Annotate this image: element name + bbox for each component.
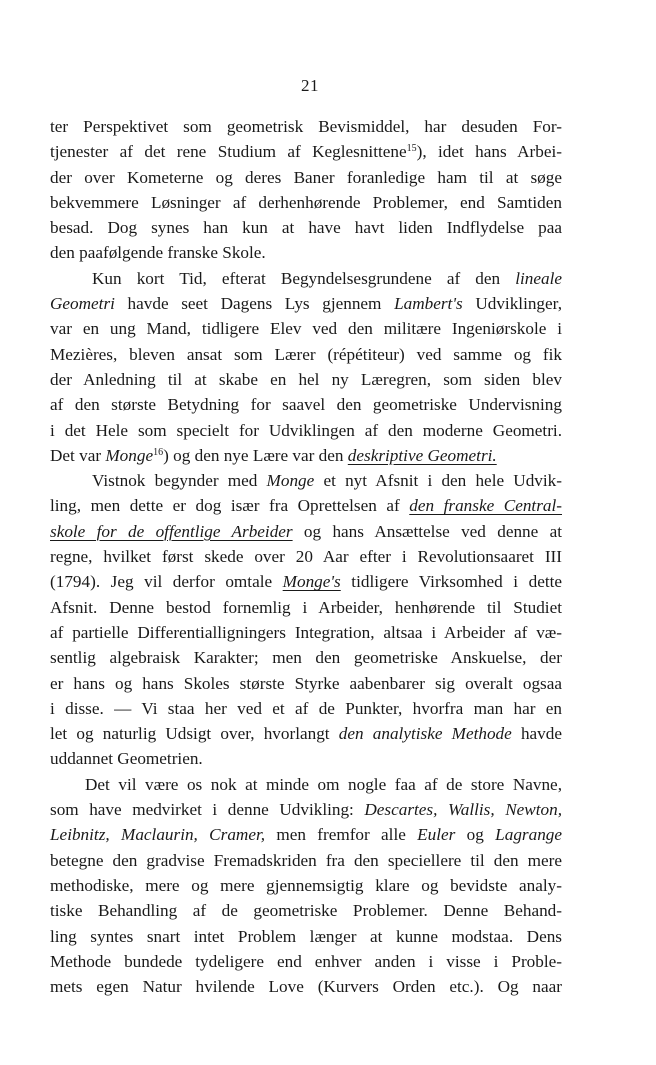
text-line	[50, 519, 562, 544]
text-line	[50, 898, 562, 923]
text-segment: Udviklinger,	[462, 294, 562, 314]
emphasis-text: Lagrange	[495, 825, 563, 845]
text-segment: betegne den gradvise Fremadskriden fra den speciellere til den mere	[50, 850, 562, 870]
text-line	[50, 266, 562, 291]
page-number: 21	[301, 76, 319, 95]
footnote-marker: 15	[406, 143, 417, 155]
text-segment: (1794). Jeg vil derfor omtale	[50, 572, 283, 592]
text-segment	[110, 825, 121, 844]
footnote-marker: 16	[153, 446, 164, 458]
emphasis-text: Geometri	[50, 294, 115, 314]
text-line	[50, 848, 562, 873]
text-line	[50, 418, 562, 443]
text-segment: Det vil være os nok at minde om nogle faa af de store Navne,	[85, 774, 562, 794]
text-line	[50, 974, 562, 999]
body-text	[50, 114, 562, 999]
text-segment: var en ung Mand, tidligere Elev ved den militære Ingeniørskole i	[50, 319, 562, 339]
text-segment: i disse. — Vi staa her ved et af de Punkter, hvorfra man har en	[50, 698, 562, 718]
text-segment: ter Perspektivet som geometrisk Bevismiddel, har desuden For-	[50, 117, 562, 136]
text-segment	[198, 825, 209, 844]
text-line	[50, 190, 562, 215]
text-line	[50, 291, 562, 316]
text-segment: i det Hele som specielt for Udviklingen af den moderne Geometri.	[50, 420, 562, 440]
text-segment: mets egen Natur hvilende Love (Kurvers Orden etc.). Og naar	[50, 977, 562, 997]
text-segment: af partielle Differentialligningers Integration, altsaa i Arbeider af væ-	[50, 622, 562, 642]
text-line	[50, 342, 562, 367]
text-segment: af den største Betydning for saavel den geometriske Undervisning	[50, 395, 562, 415]
text-segment: besad. Dog synes han kun at have havt liden Indflydelse paa	[50, 218, 562, 238]
text-segment: den paafølgende franske Skole.	[50, 243, 266, 263]
emphasis-text: lineale	[515, 268, 562, 288]
text-segment: havde seet Dagens Lys gjennem	[114, 294, 395, 314]
emphasis-text: skole for de offentlige Arbeider	[50, 521, 293, 541]
emphasis-text: Monge's	[282, 572, 341, 592]
text-segment: methodiske, mere og mere gjennemsigtig klare og bevidste analy-	[50, 875, 562, 895]
text-segment: der over Kometerne og deres Baner foranledige ham til at søge	[50, 167, 562, 187]
text-segment: ) og den nye Lære var den	[163, 445, 348, 465]
text-segment: Det var	[50, 445, 106, 465]
text-line	[50, 746, 562, 771]
emphasis-text: Monge	[105, 445, 154, 465]
text-segment: Methode bundede tydeligere end enhver anden i visse i Proble-	[50, 951, 562, 971]
text-line	[50, 367, 562, 392]
text-segment: Afsnit. Denne bestod fornemlig i Arbeider, henhørende til Studiet	[50, 597, 562, 617]
text-segment: Vistnok begynder med	[92, 471, 267, 491]
text-line	[50, 797, 562, 822]
emphasis-text: deskriptive Geometri.	[347, 445, 497, 465]
text-segment: ), idet hans Arbei-	[416, 142, 562, 162]
text-segment: tidligere Virksomhed i dette	[340, 572, 562, 592]
text-line	[50, 671, 562, 696]
text-line	[50, 165, 562, 190]
text-line	[50, 240, 562, 265]
text-segment: som have medvirket i denne Udvikling:	[50, 800, 365, 820]
emphasis-text: Newton,	[505, 800, 563, 820]
emphasis-text: Monge	[266, 471, 315, 491]
text-line	[50, 721, 562, 746]
text-segment: og	[455, 825, 496, 845]
text-line	[50, 822, 562, 847]
text-line	[50, 569, 562, 594]
text-segment: ling syntes snart intet Problem længer at kunne modstaa. Dens	[50, 926, 562, 946]
text-line	[50, 114, 562, 139]
text-line	[50, 949, 562, 974]
text-segment: og hans Ansættelse ved denne at	[292, 521, 563, 541]
text-line	[50, 772, 562, 797]
text-segment: men fremfor alle	[265, 825, 418, 845]
text-line	[50, 924, 562, 949]
emphasis-text: Cramer,	[209, 825, 266, 845]
text-line	[50, 139, 562, 164]
emphasis-text: Lambert's	[394, 294, 463, 314]
text-segment: er hans og hans Skoles største Styrke aabenbarer sig overalt ogsaa	[50, 673, 562, 693]
emphasis-text: den franske Central-	[409, 496, 562, 516]
text-segment: sentlig algebraisk Karakter; men den geometriske Anskuelse, der	[50, 648, 562, 668]
text-segment: ling, men dette er dog især fra Oprettelsen af	[50, 496, 410, 516]
emphasis-text: Maclaurin,	[121, 825, 198, 845]
text-segment: havde	[511, 724, 563, 744]
text-line	[50, 620, 562, 645]
text-segment: let og naturlig Udsigt over, hvorlangt	[50, 724, 339, 744]
text-line	[50, 595, 562, 620]
text-line	[50, 215, 562, 240]
text-line	[50, 316, 562, 341]
text-line	[50, 873, 562, 898]
emphasis-text: Descartes,	[364, 800, 438, 820]
emphasis-text: Euler	[417, 825, 456, 845]
text-line	[50, 392, 562, 417]
text-line	[50, 696, 562, 721]
text-segment: tiske Behandling af de geometriske Problemer. Denne Behand-	[50, 901, 562, 921]
text-segment: tjenester af det rene Studium af Keglesnittene	[50, 142, 407, 162]
emphasis-text: Wallis,	[447, 800, 495, 820]
text-segment: Mezières, bleven ansat som Lærer (répétiteur) ved samme og fik	[50, 344, 562, 364]
text-line	[50, 468, 562, 493]
text-segment: et nyt Afsnit i den hele Udvik-	[314, 471, 562, 491]
emphasis-text: den analytiske Methode	[338, 724, 512, 744]
text-segment: der Anledning til at skabe en hel ny Læregren, som siden blev	[50, 369, 562, 389]
emphasis-text: Leibnitz,	[50, 825, 110, 845]
text-line	[50, 443, 562, 468]
text-line	[50, 645, 562, 670]
text-segment: uddannet Geometrien.	[50, 749, 203, 769]
text-segment: Kun kort Tid, efterat Begyndelsesgrundene af den	[92, 268, 516, 288]
text-line	[50, 493, 562, 518]
text-segment	[437, 800, 448, 819]
text-line	[50, 544, 562, 569]
text-segment: bekvemmere Løsninger af derhenhørende Problemer, end Samtiden	[50, 192, 562, 212]
text-segment	[495, 800, 506, 819]
text-segment: regne, hvilket først skede over 20 Aar efter i Revolutionsaaret III	[50, 547, 562, 567]
